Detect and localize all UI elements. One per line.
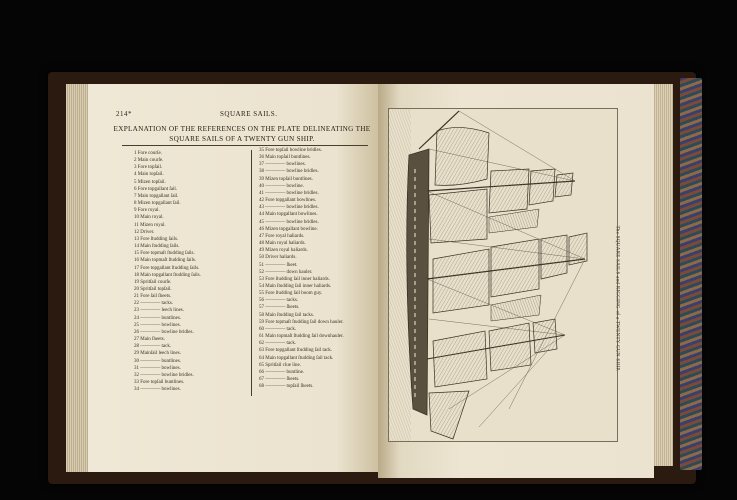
title-line-1: EXPLANATION OF THE REFERENCES ON THE PLATE DELINEATING THE — [113, 125, 371, 133]
reference-entry: 24 ———— buntlines. — [134, 315, 182, 321]
reference-entry: 29 Mainſail leech lines. — [134, 351, 181, 357]
title-rule — [122, 145, 368, 146]
reference-entry: 23 ———— leech lines. — [134, 308, 184, 314]
reference-entry: 54 Main ſtudding ſail inner haliards. — [259, 283, 332, 289]
reference-entry: 59 Fore topmaſt ſtudding ſail down hauler. — [259, 319, 344, 325]
reference-entry: 42 Fore topgallant bowlines. — [259, 198, 317, 204]
reference-entry: 58 Main ſtudding ſail tacks. — [259, 312, 315, 318]
reference-entry: 15 Fore topmaſt ſtudding ſails. — [134, 251, 195, 257]
ship-engraving — [389, 109, 617, 441]
reference-entry: 7 Main topgallant ſail. — [134, 193, 179, 199]
reference-entry: 18 Main topgallant ſtudding ſails. — [134, 272, 201, 278]
reference-entry: 5 Mizen topſail. — [134, 179, 166, 185]
reference-entry: 39 Mizen topſail buntlines. — [259, 176, 313, 182]
reference-entry: 57 ———— ſheets. — [259, 305, 300, 311]
reference-entry: 16 Main topmaſt ſtudding ſails. — [134, 258, 197, 264]
right-page-edges — [651, 84, 673, 466]
plate-caption — [612, 200, 620, 400]
reference-entry: 14 Main ſtudding ſails. — [134, 244, 180, 250]
reference-entry: 67 ———— ſheets. — [259, 377, 300, 382]
reference-entry: 48 Main royal haliards. — [259, 241, 306, 247]
reference-entry: 56 ———— tacks. — [259, 298, 299, 304]
title-line-2: SQUARE SAILS OF A TWENTY GUN SHIP. — [169, 135, 315, 143]
reference-entry: 13 Fore ſtudding ſails. — [134, 236, 179, 242]
reference-entry: 61 Main topmaſt ſtudding ſail downhauler. — [259, 334, 344, 340]
references-column-2 — [259, 147, 344, 390]
reference-entry: 44 Main topgallant bowlines. — [259, 212, 318, 218]
reference-entry: 1 Fore courſe. — [134, 151, 162, 156]
reference-entry: 35 Fore topſail bowline bridles. — [259, 148, 322, 153]
reference-entry: 46 Mizen topgallant bowline. — [259, 226, 318, 232]
reference-entry: 2 Main courſe. — [134, 158, 164, 164]
reference-entry: 26 ———— bowline bridles. — [134, 329, 194, 335]
reference-entry: 40 ———— bowline. — [259, 183, 304, 189]
reference-entry: 36 Main topſail buntlines. — [259, 155, 311, 161]
reference-entry: 12 Driver. — [134, 229, 155, 235]
reference-entry: 63 Fore topgallant ſtudding ſail tack. — [259, 348, 333, 354]
reference-entry: 19 Spritſail courſe. — [134, 279, 172, 285]
reference-entry: 8 Mizen topgallant ſail. — [134, 201, 181, 207]
reference-entry: 64 Main topgallant ſtudding ſail tack. — [259, 355, 334, 361]
ship-engraving-plate — [388, 108, 618, 442]
running-head: SQUARE SAILS. — [220, 110, 278, 118]
reference-entry: 45 ———— bowline bridles. — [259, 219, 319, 225]
reference-entry: 55 Fore ſtudding ſail boom guy. — [259, 291, 323, 297]
plate-caption-text: The SQUARE SAILS and RIGGING of a TWENTY-GUN SHIP. — [614, 225, 620, 372]
reference-entry: 27 Main ſheets. — [134, 337, 165, 343]
reference-entry: 28 ———— tack. — [134, 344, 172, 350]
reference-entry: 37 ———— bowlines. — [259, 162, 306, 168]
reference-entry: 43 ———— bowline bridles. — [259, 205, 319, 211]
reference-entry: 68 ———— topſail ſheets. — [259, 384, 314, 390]
references-column-1 — [134, 150, 201, 393]
reference-entry: 65 Spritſail clue line. — [259, 362, 301, 368]
reference-entry: 25 ———— bowlines. — [134, 322, 181, 328]
marbled-endpaper — [680, 78, 702, 470]
reference-entry: 4 Main topſail. — [134, 172, 164, 178]
reference-entry: 60 ———— tack. — [259, 326, 297, 332]
reference-entry: 22 ———— tacks. — [134, 301, 174, 307]
page-title — [112, 124, 372, 144]
reference-entry: 9 Fore royal. — [134, 208, 160, 214]
left-page-edges — [66, 84, 90, 472]
reference-entry: 50 Driver haliards. — [259, 255, 297, 261]
reference-entry: 32 ———— bowline bridles. — [134, 372, 194, 378]
reference-entry: 17 Fore topgallant ſtudding ſails. — [134, 265, 200, 271]
reference-entry: 20 Spritſail topſail. — [134, 286, 172, 292]
reference-entry: 52 ———— down hauler. — [259, 269, 313, 275]
reference-entry: 6 Fore topgallant ſail. — [134, 186, 178, 192]
reference-entry: 3 Fore topſail. — [134, 165, 163, 171]
reference-entry: 41 ———— bowline bridles. — [259, 190, 319, 196]
reference-entry: 30 ———— buntlines. — [134, 358, 182, 364]
reference-entry: 51 ———— ſheet. — [259, 262, 298, 268]
reference-entry: 33 Fore topſail buntlines. — [134, 380, 185, 385]
page-number: 214* — [116, 110, 132, 118]
reference-entry: 49 Mizen royal haliards. — [259, 248, 308, 254]
reference-entry: 47 Fore royal haliards. — [259, 233, 305, 239]
reference-entry: 66 ———— buntline. — [259, 369, 305, 375]
reference-entry: 11 Mizen royal. — [134, 222, 166, 228]
reference-entry: 10 Main royal. — [134, 215, 164, 221]
reference-entry: 21 Fore ſail ſheets. — [134, 294, 172, 300]
reference-entry: 38 ———— bowline bridles. — [259, 169, 319, 175]
reference-entry: 62 ———— tack. — [259, 341, 297, 347]
reference-entry: 53 Fore ſtudding ſail inner haliards. — [259, 276, 330, 282]
reference-entry: 31 ———— bowlines. — [134, 365, 181, 371]
reference-entry: 34 ———— bowlines. — [134, 387, 181, 393]
column-divider — [251, 150, 252, 396]
